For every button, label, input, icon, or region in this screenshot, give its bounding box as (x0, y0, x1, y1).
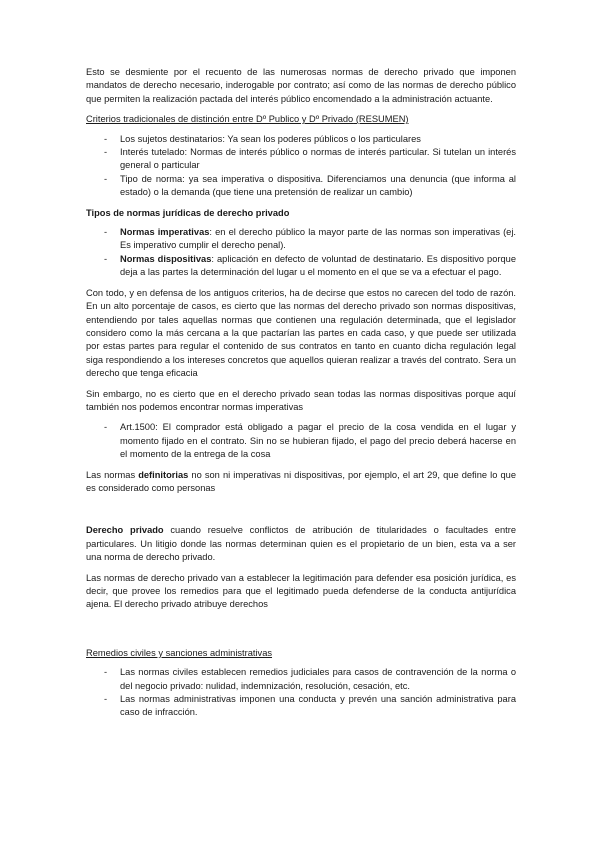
document-page (86, 66, 516, 727)
list-item: - Las normas civiles establecen remedios judiciales para casos de contravención de la norma o del negocio privado: nulidad, indemnización, resolución, cesación, etc. (104, 667, 516, 691)
tipos-list (86, 226, 516, 280)
tipos-heading: Tipos de normas jurídicas de derecho privado (86, 207, 290, 218)
definitorias-paragraph: Las normas definitorias no son ni imperativas ni dispositivas, por ejemplo, el art 29, que define lo que es considerado como personas (86, 469, 516, 493)
remedios-list (86, 666, 516, 720)
legitimacion-paragraph: Las normas de derecho privado van a establecer la legitimación para defender esa posición jurídica, es decir, que provee los remedios para que el legitimado pueda defenderse de la conducta antijurídica ajena. El derecho privado atribuye derechos (86, 572, 516, 610)
list-item: - Los sujetos destinatarios: Ya sean los poderes públicos o los particulares (104, 133, 421, 144)
intro-paragraph: Esto se desmiente por el recuento de las numerosas normas de derecho privado que imponen mandatos de derecho necesario, inderogable por contrato; así como de las normas de derecho público que permiten la realización pactada del interés público encomendado a la administración actuante. (86, 67, 516, 104)
list-item: - Tipo de norma: ya sea imperativa o dispositiva. Diferenciamos una denuncia (que informa al estado) o la demanda (que tiene una pretensión de realizar un cambio) (104, 173, 516, 198)
spacer (86, 502, 516, 524)
list-item: - Art.1500: El comprador está obligado a pagar el precio de la cosa vendida en el lugar y momento fijado en el contrato. Sin no se hubieran fijado, el pago del precio deberá hacerse en el momento de la entrega de la cosa (104, 422, 516, 460)
defensa-paragraph: Con todo, y en defensa de los antiguos criterios, ha de decirse que estos no carecen del todo de razón. En un alto porcentaje de casos, es cierto que las normas del derecho privado son normas dispositivas, entendiendo por tales aquellas normas que contienen una regulación determinada, que el legislador considero como la más cercana a la que pactarían las partes en cada caso, y que puede ser utilizada por estas partes para regular el contenido de sus contratos en tanto en cuanto dicha regulación legal siga respondiendo a los intereses concretos que aquellos quieran realizar a través del contrato. Sera un derecho que tenga eficacia (86, 287, 516, 379)
art-list (86, 421, 516, 461)
criterios-list (86, 133, 516, 200)
criterios-heading: Criterios tradicionales de distinción entre Dº Publico y Dº Privado (RESUMEN) (86, 114, 409, 125)
derecho-privado-paragraph: Derecho privado cuando resuelve conflictos de atribución de titularidades o facultades entre particulares. Un litigio donde las normas determinan quien es el propietario de un bien, esta va a ser una norma de derecho privado. (86, 525, 516, 563)
remedios-heading: Remedios civiles y sanciones administrativas (86, 647, 273, 658)
list-item: - Interés tutelado: Normas de interés público o normas de interés particular. Si tutelan un interés general o particular (104, 147, 516, 171)
list-item: - Normas dispositivas: aplicación en defecto de voluntad de destinatario. Es dispositivo porque deja a las partes la determinación del lugar u el momento en el que se va a efectuar el pago. (104, 253, 517, 278)
list-item: - Normas imperativas: en el derecho público la mayor parte de las normas son imperativas (ej. Es imperativo cumplir el derecho penal). (104, 227, 517, 251)
sin-embargo-paragraph: Sin embargo, no es cierto que en el derecho privado sean todas las normas dispositivas porque aquí también nos podemos encontrar normas imperativas (86, 388, 516, 412)
list-item: - Las normas administrativas imponen una conducta y prevén una sanción administrativa para caso de infracción. (104, 694, 516, 718)
spacer (86, 619, 516, 647)
